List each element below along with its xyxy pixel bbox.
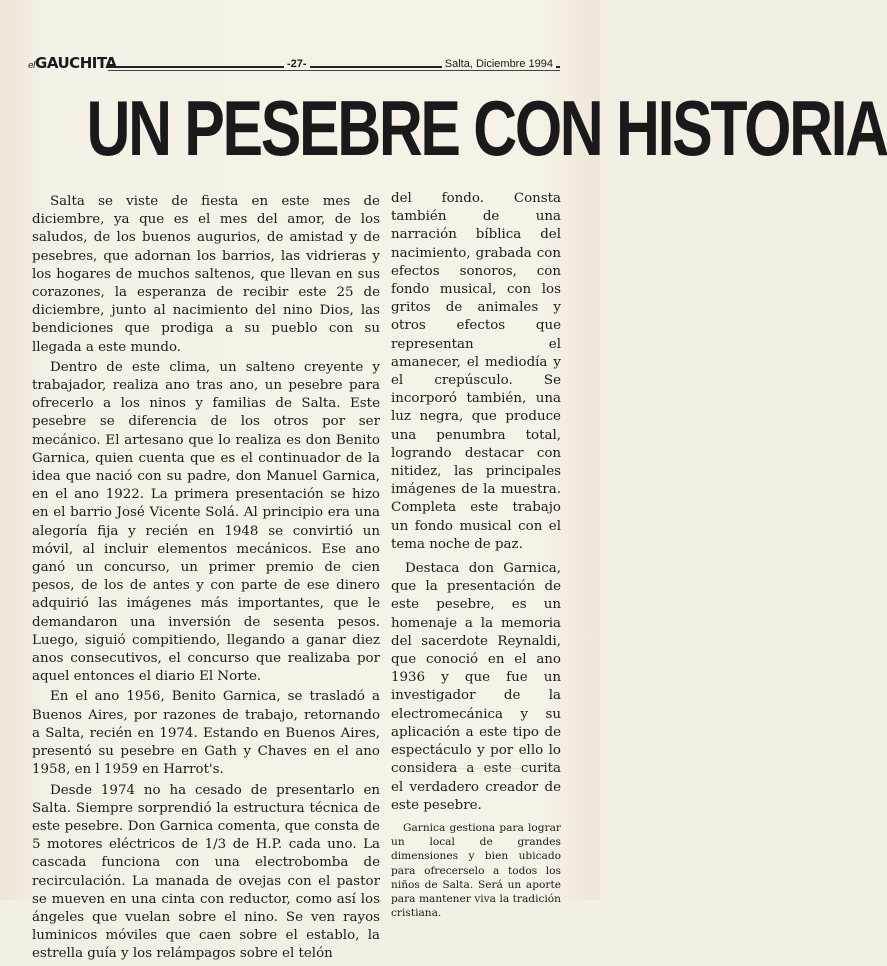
closing-note: Garnica gestiona para lograr un local de grandes dimensiones y bien ubicado para ofrecerselo a todos los niños de Salta. Será un aporte para mantener viva la tradición cristiana. <box>391 821 561 920</box>
publication-logo <box>28 54 117 72</box>
article-paragraph: Dentro de este clima, un salteno creyente y trabajador, realiza ano tras ano, un pesebre para ofrecerlo a los ninos y familias de Salta. Este pesebre se diferencia de los otros por ser mecánico. El artesano que lo realiza es don Benito Garnica, quien cuenta que es el continuador de la idea que nació con su padre, don Manuel Garnica, en el ano 1922. La primera presentación se hizo en el barrio José Vicente Solá. Al principio era una alegoría fija y recién en 1948 se convirtió un móvil, al incluir elementos mecánicos. Ese ano ganó un concurso, un primer premio de cien pesos, de los de antes y con parte de ese dinero adquirió las imágenes más importantes, que le demandaron una inversión de sesenta pesos. Luego, siguió compitiendo, llegando a ganar diez anos consecutivos, el concurso que realizaba por aquel entonces el diario El Norte. <box>32 359 380 685</box>
headline: UN PESEBRE CON HISTORIA <box>86 84 887 172</box>
article-paragraph: En el ano 1956, Benito Garnica, se trasladó a Buenos Aires, por razones de trabajo, retornando a Salta, recién en 1974. Estando en Buenos Aires, presentó su pesebre en Gath y Chaves en el ano 1958, en l 1959 en Harrot's. <box>32 689 380 778</box>
page-number: -27- <box>284 58 310 70</box>
bleed-through-advert <box>396 768 560 847</box>
article-continuation: del fondo. Consta también de una narración bíblica del nacimiento, grabada con efectos sonoros, con fondo musical, con los gritos de animales y otros efectos que representan el amanecer, el mediodía y el crepúsculo. Se incorporó también, una luz negra, que produce una penumbra total, logrando destacar con nitidez, las principales imágenes de la muestra. Completa este trabajo un fondo musical con el tema noche de paz. <box>391 191 561 552</box>
headline-container <box>28 84 887 181</box>
article-paragraph: Destaca don Garnica, que la presentación de este pesebre, es un homenaje a la memoria del sacerdote Reynaldi, que conoció en el ano 1936 y que fue un investigador de la electromecánica y su aplicación a este tipo de espectáculo y por ello lo considera a este curita el verdadero creador de este pesebre. <box>391 561 561 813</box>
article-paragraph: Salta se viste de fiesta en este mes de diciembre, ya que es el mes del amor, de los saludos, de los buenos augurios, de amistad y de pesebres, que adornan los barrios, las vidrieras y los hogares de muchos saltenos, que llevan en sus corazones, la esperanza de recibir este 25 de diciembre, junto al nacimiento del nino Dios, las bendiciones que prodiga a su pueblo con su llegada a este mundo. <box>32 194 380 355</box>
logo-prefix: el <box>28 61 36 71</box>
article-left-column <box>32 193 380 966</box>
article-paragraph: Desde 1974 no ha cesado de presentarlo en Salta. Siempre sorprendió la estructura técnica de este pesebre. Don Garnica comenta, que consta de 5 motores eléctricos de 1/3 de H.P. cada uno. La cascada funciona con una electrobomba de recirculación. La manada de ovejas con el pastor se mueven en una cinta con reductor, como así los ángeles que vuelan sobre el nino. Se ven rayos luminicos móviles que caen sobre el establo, la estrella guía y los relámpagos sobre el telón <box>32 782 380 962</box>
logo-text: GAUCHITA <box>35 54 117 72</box>
dateline: Salta, Diciembre 1994 <box>442 58 556 70</box>
header-rule-thin <box>108 70 560 71</box>
page-header <box>28 54 560 74</box>
